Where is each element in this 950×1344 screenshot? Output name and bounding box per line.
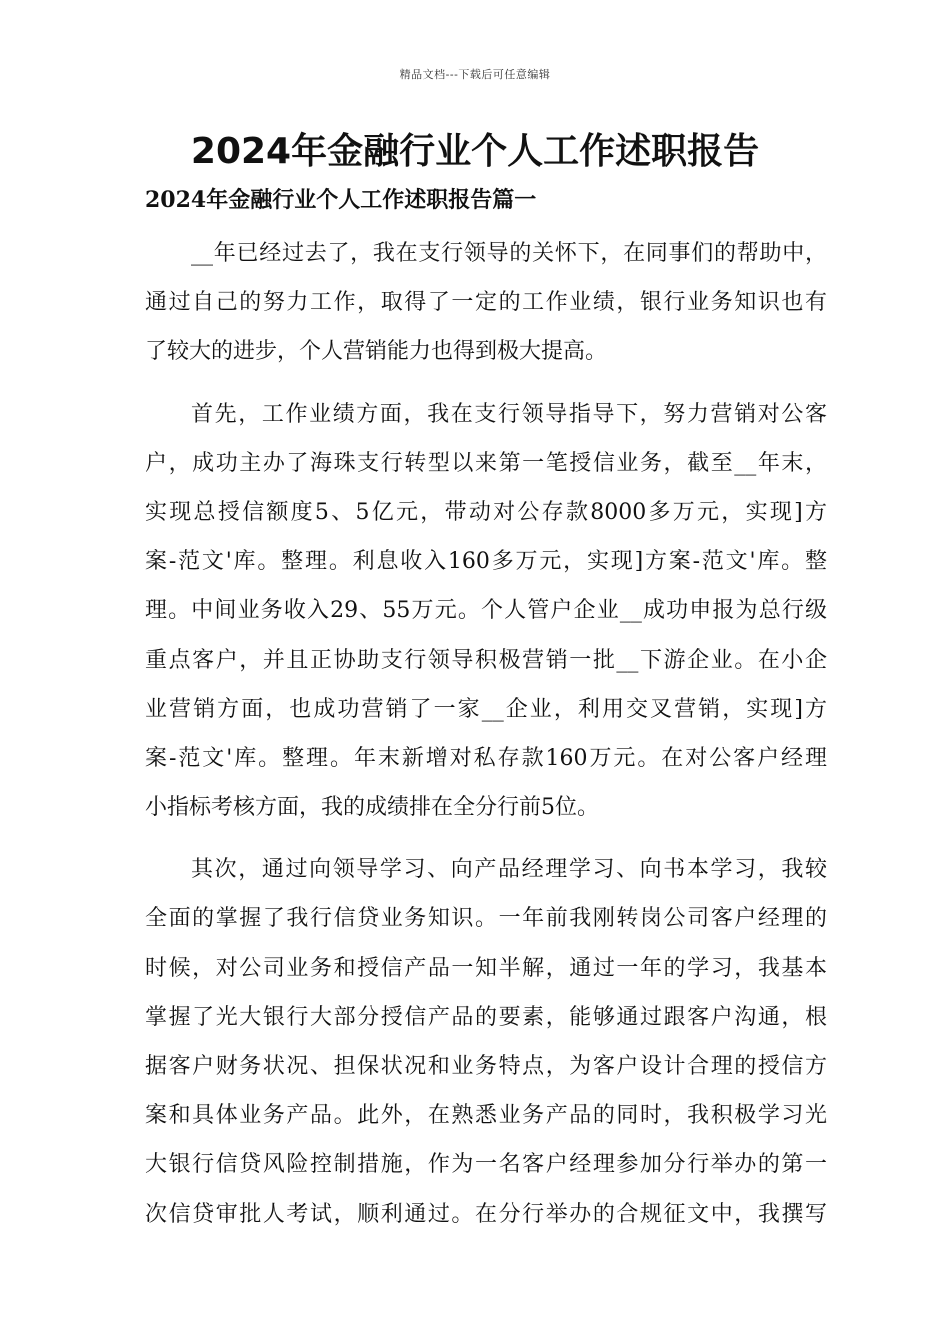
- text-line: 小指标考核方面，我的成绩排在全分行前5位。: [145, 795, 599, 821]
- header-note: 精品文档---下载后可任意编辑: [399, 68, 551, 81]
- text-line: 案-范文'库。整理。年末新增对私存款160万元。在对公客户经理: [145, 745, 827, 771]
- text-line: 掌握了光大银行大部分授信产品的要素，能够通过跟客户沟通，根: [145, 1004, 827, 1030]
- text-line: 时候，对公司业务和授信产品一知半解，通过一年的学习，我基本: [145, 955, 827, 981]
- text-line: 大银行信贷风险控制措施，作为一名客户经理参加分行举办的第一: [145, 1152, 827, 1178]
- text-line: 案和具体业务产品。此外，在熟悉业务产品的同时，我积极学习光: [145, 1103, 827, 1129]
- text-line: 通过自己的努力工作，取得了一定的工作业绩，银行业务知识也有: [145, 290, 827, 316]
- text-line: 理。中间业务收入29、55万元。个人管户企业__成功申报为总行级: [145, 598, 827, 624]
- text-line: 案-范文'库。整理。利息收入160多万元，实现]方案-范文'库。整: [145, 549, 827, 575]
- text-line: 业营销方面，也成功营销了一家__企业，利用交叉营销，实现]方: [145, 696, 827, 722]
- document-body: [145, 229, 827, 1252]
- text-line: 重点客户，并且正协助支行领导积极营销一批__下游企业。在小企: [145, 647, 827, 673]
- text-line: 首先，工作业绩方面，我在支行领导指导下，努力营销对公客: [191, 401, 827, 427]
- text-line: 据客户财务状况、担保状况和业务特点，为客户设计合理的授信方: [145, 1054, 827, 1079]
- text-line: 次信贷审批人考试，顺利通过。在分行举办的合规征文中，我撰写: [145, 1201, 827, 1227]
- text-line: 实现总授信额度5、5亿元，带动对公存款8000多万元，实现]方: [145, 499, 827, 525]
- text-line: 其次，通过向领导学习、向产品经理学习、向书本学习，我较: [191, 857, 827, 883]
- paragraph: [145, 229, 827, 377]
- section-title: 2024年金融行业个人工作述职报告篇一: [145, 187, 537, 213]
- text-line: __年已经过去了，我在支行领导的关怀下，在同事们的帮助中，: [191, 241, 827, 266]
- paragraph: [145, 390, 827, 833]
- text-line: 了较大的进步，个人营销能力也得到极大提高。: [145, 339, 608, 365]
- text-line: 户，成功主办了海珠支行转型以来第一笔授信业务，截至__年末，: [145, 450, 827, 476]
- paragraph: [145, 845, 827, 1239]
- text-line: 全面的掌握了我行信贷业务知识。一年前我刚转岗公司客户经理的: [145, 906, 827, 932]
- document-title: 2024年金融行业个人工作述职报告: [190, 131, 760, 172]
